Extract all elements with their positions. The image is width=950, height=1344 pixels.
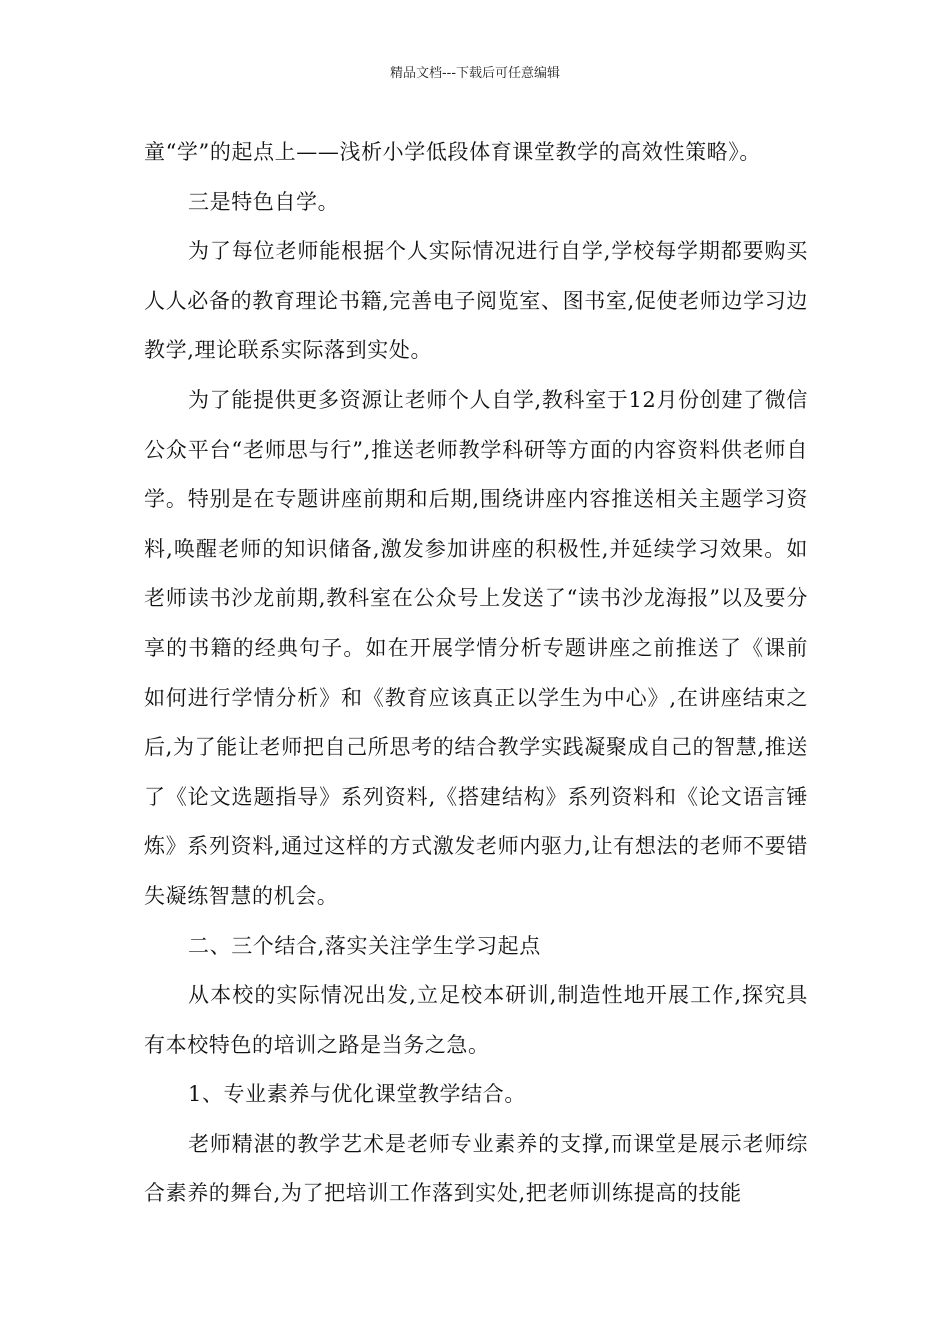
paragraph-2: 三是特色自学。 bbox=[188, 189, 340, 214]
paragraph-3: 为了每位老师能根据个人实际情况进行自学,学校每学期都要购买人人必备的教育理论书籍,完善电子阅览室、图书室,促使老师边学习边教学,理论联系实际落到实处。 bbox=[144, 239, 808, 363]
paragraph-1: 童“学”的起点上——浅析小学低段体育课堂教学的高效性策略》。 bbox=[144, 140, 761, 164]
page-header: 精品文档---下载后可任意编辑 bbox=[389, 66, 561, 81]
paragraph-5: 从本校的实际情况出发,立足校本研训,制造性地开展工作,探究具有本校特色的培训之路是当务之急。 bbox=[144, 983, 808, 1057]
subsection-heading-1: 1、专业素养与优化课堂教学结合。 bbox=[188, 1082, 526, 1107]
paragraph-6: 老师精湛的教学艺术是老师专业素养的支撑,而课堂是展示老师综合素养的舞台,为了把培训工作落到实处,把老师训练提高的技能 bbox=[144, 1131, 808, 1206]
document-body bbox=[144, 128, 808, 1219]
section-heading-2: 二、三个结合,落实关注学生学习起点 bbox=[188, 933, 541, 958]
paragraph-4: 为了能提供更多资源让老师个人自学,教科室于12月份创建了微信公众平台“老师思与行”,推送老师教学科研等方面的内容资料供老师自学。特别是在专题讲座前期和后期,围绕讲座内容推送相关主题学习资料,唤醒老师的知识储备,激发参加讲座的积极性,并延续学习效果。如老师读书沙龙前期,教科室在公众号上发送了“读书沙龙海报”以及要分享的书籍的经典句子。如在开展学情分析专题讲座之前推送了《课前如何进行学情分析》和《教育应该真正以学生为中心》,在讲座结束之后,为了能让老师把自己所思考的结合教学实践凝聚成自己的智慧,推送了《论文选题指导》系列资料,《搭建结构》系列资料和《论文语言锤炼》系列资料,通过这样的方式激发老师内驱力,让有想法的老师不要错失凝练智慧的机会。 bbox=[144, 387, 808, 908]
